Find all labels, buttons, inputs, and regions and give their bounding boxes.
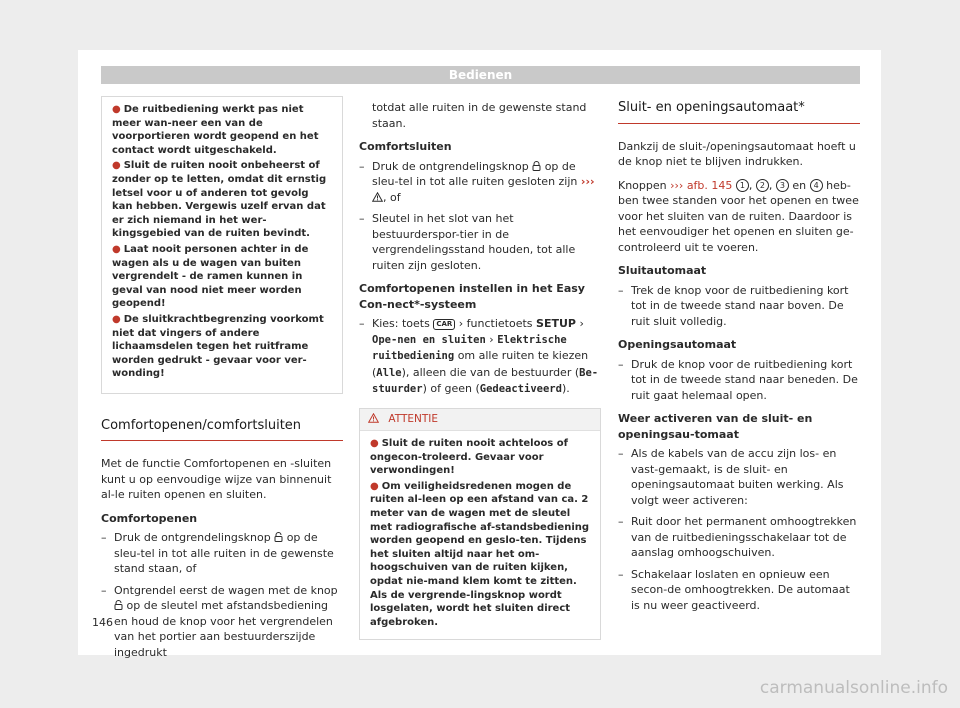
warning-item: ● De sluitkrachtbegrenzing voorkomt niet dat vingers of andere lichaamsdelen tegen het ruitframe worden gedrukt - gevaar voor ver-wonding!	[112, 313, 324, 380]
warning-item: ● Laat nooit personen achter in de wagen als u de wagen van buiten vergrendelt - de ramen kunnen in geval van nood niet meer worden geopend!	[112, 243, 309, 310]
attentie-header: ATTENTIE	[360, 409, 600, 432]
attentie-body	[360, 431, 600, 639]
option-gedeactiveerd: Gedeactiveerd	[479, 383, 562, 395]
page-number: 146	[92, 616, 113, 629]
dash-glyph: –	[359, 212, 365, 225]
reference-arrows[interactable]: ›››	[580, 175, 595, 188]
bullet-icon: ●	[112, 104, 121, 115]
menu-elek: Elektrische ruitbediening	[372, 333, 567, 362]
list-item: – Ontgrendel eerst de wagen met de knop op de sleutel met afstandsbediening en houd de knop voor het vergrendelen van het portier aan bestuurderszijde ingedrukt	[101, 583, 338, 659]
dash-glyph: –	[618, 283, 624, 297]
subhead-comfortopenen: Comfortopenen	[101, 511, 198, 525]
callout-number: 2	[756, 179, 769, 192]
list-item: – Schakelaar loslaten en opnieuw een secon-de omhoogtrekken. De automaat is nu weer geactiveerd.	[618, 567, 850, 612]
dash-glyph: –	[101, 531, 107, 545]
unlock-icon	[114, 600, 123, 610]
dash-glyph: –	[359, 159, 365, 173]
list-item: – Druk de knop voor de ruitbediening kort tot in de tweede stand naar beneden. De ruit gaat helemaal open.	[618, 357, 858, 402]
list-item: – Trek de knop voor de ruitbediening kort tot in de tweede stand naar boven. De ruit sluit volledig.	[618, 283, 849, 328]
list-item: – Sleutel in het slot van het bestuurderspor-tier in de vergrendelingsstand houden, tot alle ruiten zijn gesloten.	[359, 212, 576, 272]
dash-glyph: –	[618, 357, 624, 371]
paragraph: Knoppen ››› afb. 145 1 , 2 , 3 en 4 heb-ben twee standen voor het openen en twee voor het sluiten van de ruiten. Daardoor is het eenvoudiger het openen en sluiten ge-controleerd uit te voeren.	[618, 178, 859, 254]
subhead-easy-connect: Comfortopenen instellen in het Easy Con-nect*-systeem	[359, 282, 585, 311]
list-item: – Druk de ontgrendelingsknop op de sleu-tel in tot alle ruiten gesloten zijn ››› , of	[359, 159, 595, 204]
figure-reference-link[interactable]: ››› afb. 145	[670, 178, 733, 192]
lock-icon	[532, 161, 541, 171]
option-alle: Alle	[376, 366, 402, 379]
attentie-box	[359, 408, 601, 641]
warning-triangle-icon	[368, 413, 379, 423]
list-item-continued: totdat alle ruiten in de gewenste stand staan.	[372, 101, 587, 130]
list-item: – Als de kabels van de accu zijn los- en vast-gemaakt, is de sluit- en openingsautomaat buiten werking. Als volgt weer activeren:	[618, 447, 844, 507]
dash-glyph: –	[618, 447, 624, 460]
subhead-weer-activeren: Weer activeren van de sluit- en openingsau-tomaat	[618, 412, 813, 441]
dash-glyph: –	[618, 515, 624, 528]
section-title-comfort: Comfortopenen/comfortsluiten	[101, 418, 343, 442]
bullet-icon: ●	[112, 313, 121, 325]
watermark: carmanualsonline.info	[759, 678, 948, 698]
column-1	[101, 96, 343, 666]
callout-number: 4	[810, 179, 823, 192]
section-title-automaat: Sluit- en openingsautomaat*	[618, 100, 860, 124]
warning-box	[101, 96, 343, 394]
warning-triangle-icon	[372, 192, 383, 202]
list-item: – Druk de ontgrendelingsknop op de sleu-tel in tot alle ruiten in de gewenste stand staan, of	[101, 531, 334, 576]
attentie-item: ● Sluit de ruiten nooit achteloos of ongecon-troleerd. Gevaar voor verwondingen!	[370, 438, 568, 477]
intro-text: Met de functie Comfortopenen en -sluiten kunt u op eenvoudige wijze van binnenuit al-le ruiten openen en sluiten.	[101, 457, 332, 502]
subhead-comfortsluiten: Comfortsluiten	[359, 140, 452, 153]
car-button-icon: CAR	[433, 319, 455, 330]
bullet-icon: ●	[112, 243, 121, 255]
subhead-sluitautomaat: Sluitautomaat	[618, 264, 707, 277]
option-bestuurder: Be-stuurder	[372, 366, 599, 395]
column-2	[359, 100, 601, 640]
dash-glyph: –	[618, 567, 624, 581]
callout-number: 3	[776, 179, 789, 192]
subhead-openingsautomaat: Openingsautomaat	[618, 338, 737, 351]
list-item: – Ruit door het permanent omhoogtrekken van de ruitbedieningsschakelaar tot de aanslag omhoogschuiven.	[618, 515, 857, 559]
warning-item: ● Sluit de ruiten nooit onbeheerst of zonder op te letten, omdat dit ernstig letsel voor u of anderen tot gevolg kan hebben. Vergewis uzelf ervan dat er zich niemand in het wer-kingsgebied van de ruiten bevindt.	[112, 160, 327, 240]
attentie-item: ● Om veiligheidsredenen mogen de ruiten al-leen op een afstand van ca. 2 meter van de wagen met de sleutel met radiografische af-standsbediening worden geopend en geslo-ten. Tijdens het sluiten altijd naar het om-hoogschuiven van de ruiten kijken, opdat nie-mand klem komt te zitten. Als de vergrende-lingsknop wordt losgelaten, wordt het sluiten direct afgebroken.	[370, 480, 590, 628]
page-header: Bedienen	[101, 66, 860, 84]
dash-glyph: –	[359, 317, 365, 330]
setup-key: SETUP	[536, 317, 576, 330]
bullet-icon: ●	[370, 480, 379, 492]
bullet-icon: ●	[370, 438, 379, 449]
unlock-icon	[274, 532, 283, 542]
column-3	[618, 100, 860, 619]
callout-number: 1	[736, 179, 749, 192]
warning-item: ● De ruitbediening werkt pas niet meer wan-neer een van de voorportieren wordt geopend en het contact wordt uitgeschakeld.	[112, 104, 319, 156]
list-item: – Kies: toets CAR › functietoets SETUP › Ope-nen en sluiten › Elektrische ruitbediening om alle ruiten te kiezen (Alle), alleen die van de bestuurder (Be-stuurder) of geen (Gedeactiveerd).	[359, 316, 601, 398]
menu-ope: Ope-nen en sluiten	[372, 333, 486, 346]
bullet-icon: ●	[112, 160, 121, 172]
dash-glyph: –	[101, 583, 107, 597]
paragraph: Dankzij de sluit-/openingsautomaat hoeft u de knop niet te blijven indrukken.	[618, 139, 856, 168]
